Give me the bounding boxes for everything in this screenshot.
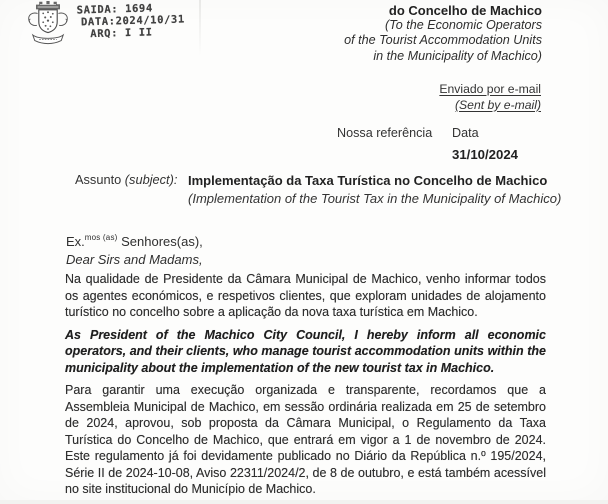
paragraph-en-translation: As President of the Machico City Council, I hereby inform all economic operators, and their clients, who manage tourist accommodation units within the municipality about the implementation of the new tourist tax in Machico. <box>65 327 546 375</box>
date-value: 31/10/2024 <box>452 147 519 162</box>
stamp-date: DATA:2024/10/31 <box>80 13 185 29</box>
date-label: Data <box>452 126 479 140</box>
salutation-pt-superscript: mos (as) <box>84 233 118 242</box>
delivery-method <box>439 82 541 113</box>
recipient-line-pt: do Concelho de Machico <box>388 3 542 18</box>
recipient-line-en-3: in the Municipality of Machico) <box>373 48 542 63</box>
salutation-en: Dear Sirs and Madams, <box>66 252 203 267</box>
subject-value <box>188 172 560 207</box>
our-reference-label: Nossa referência <box>337 126 433 140</box>
stamp-archive-ref: ARQ: I II <box>90 26 153 41</box>
paragraph-pt-regulation: Para garantir uma execução organizada e transparente, recordamos que a Assembleia Municipal de Machico, em sessão ordinária realizada em 25 de setembro de 2024, aprovou, sob proposta da Câmara Municipal, o Regulamento da Taxa Turística do Concelho de Machico, que entrará em vigor a 1 de novembro de 2024. Este regulamento já foi devidamente publicado no Diário da República n.º 195/2024, Série II de 2024-10-08, Aviso 22311/2024/2, de 8 de outubro, e está também acessível no site institucional do Município de Machico. <box>65 383 546 496</box>
recipient-line-en-2: of the Tourist Accommodation Units <box>344 33 542 48</box>
salutation-pt-rest: Senhores(as), <box>117 234 203 249</box>
salutation-pt-prefix: Ex. <box>66 234 85 249</box>
stamp-text <box>77 2 186 41</box>
subject-title-pt: Implementação da Taxa Turística no Concelho de Machico <box>188 173 548 188</box>
registry-stamp <box>24 0 185 53</box>
subject-label-pt: Assunto <box>75 172 125 187</box>
letter-body <box>65 271 546 504</box>
recipient-block <box>344 3 542 64</box>
delivery-en: (Sent by e-mail) <box>454 97 541 112</box>
delivery-pt: Enviado por e-mail <box>439 82 541 96</box>
scan-fold-line <box>199 0 201 56</box>
recipient-line-en-1: (To the Economic Operators <box>384 18 542 33</box>
salutation <box>66 229 203 269</box>
subject-label-en: (subject): <box>124 172 178 187</box>
municipal-coat-of-arms-icon <box>24 0 72 53</box>
salutation-pt <box>66 229 203 251</box>
subject-label <box>75 172 177 187</box>
paragraph-pt-intro: Na qualidade de Presidente da Câmara Municipal de Machico, venho informar todos os agentes económicos, e respetivos clientes, que exploram unidades de alojamento turístico no concelho sobre a aplicação da nova taxa turística em Machico. <box>65 272 546 319</box>
stamp-exit-number: SAIDA: 1694 <box>76 2 153 17</box>
subject-title-en: (Implementation of the Tourist Tax in the Municipality of Machico) <box>188 190 562 206</box>
